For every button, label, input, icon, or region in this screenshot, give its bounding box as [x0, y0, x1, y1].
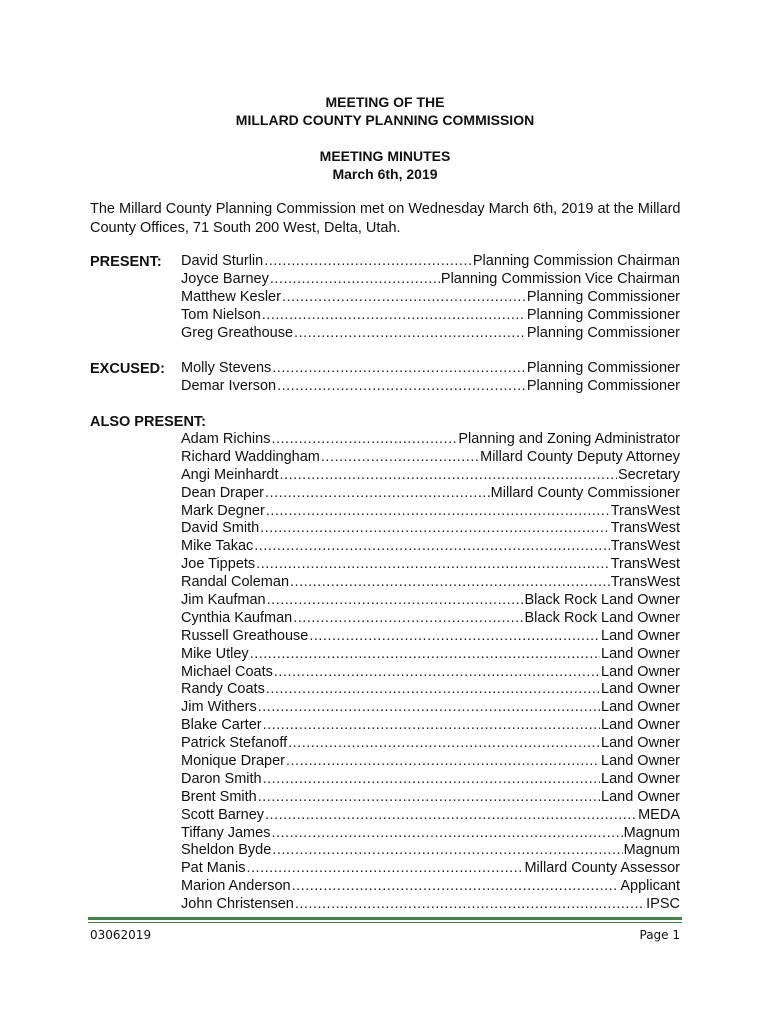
also-present-entry: [181, 878, 680, 896]
attendee-name: Scott Barney: [181, 806, 265, 823]
attendee-role: Planning Commissioner: [526, 360, 680, 376]
footer-doc-code: 03062019: [90, 928, 152, 942]
also-present-entry: [181, 681, 680, 699]
attendee-name: Molly Stevens: [181, 360, 272, 376]
also-present-entry: [181, 467, 680, 485]
also-present-entry: [181, 771, 680, 789]
attendee-name: Adam Richins: [181, 431, 271, 447]
attendee-role: TransWest: [610, 520, 680, 537]
commission-heading: MILLARD COUNTY PLANNING COMMISSION: [235, 112, 535, 128]
attendee-role: Applicant: [620, 878, 680, 895]
present-list: [181, 253, 680, 342]
also-present-entry: [181, 449, 680, 467]
excused-list: [181, 360, 680, 396]
dot-leader: [290, 574, 610, 592]
attendee-name: Mark Degner: [181, 502, 265, 519]
attendee-role: Land Owner: [601, 788, 680, 805]
attendee-name: Tom Nielson: [181, 306, 261, 323]
also-present-entry: [181, 717, 680, 735]
dot-leader: [263, 717, 600, 735]
dot-leader: [293, 610, 523, 628]
attendee-name: David Sturlin: [181, 253, 264, 269]
dot-leader: [265, 485, 490, 503]
also-present-entry: [181, 610, 680, 628]
attendee-role: Land Owner: [601, 627, 680, 644]
also-present-entry: [181, 592, 680, 610]
also-present-entry: [181, 896, 680, 914]
attendee-role: Planning and Zoning Administrator: [458, 431, 680, 447]
attendee-name: Daron Smith: [181, 770, 262, 787]
meeting-date: March 6th, 2019: [332, 166, 438, 182]
attendee-name: Russell Greathouse: [181, 627, 309, 644]
dot-leader: [295, 896, 645, 914]
present-entry: [181, 271, 680, 289]
attendee-name: Marion Anderson: [181, 878, 291, 895]
attendee-role: Millard County Deputy Attorney: [480, 448, 680, 465]
attendee-name: Cynthia Kaufman: [181, 609, 293, 626]
attendee-role: IPSC: [646, 896, 680, 913]
excused-label: EXCUSED:: [90, 361, 165, 377]
dot-leader: [321, 449, 479, 467]
attendee-role: Planning Commissioner: [526, 324, 680, 341]
dot-leader: [263, 771, 600, 789]
meeting-heading: MEETING OF THE: [325, 94, 445, 110]
intro-paragraph: The Millard County Planning Commission met on Wednesday March 6th, 2019 at the Millard County Offices, 71 South 200 West, Delta, Utah.: [90, 201, 681, 236]
attendee-name: Patrick Stefanoff: [181, 735, 288, 752]
also-present-entry: [181, 789, 680, 807]
attendee-name: Randy Coats: [181, 681, 265, 698]
attendee-role: Black Rock Land Owner: [524, 592, 680, 609]
dot-leader: [270, 271, 440, 289]
attendee-role: TransWest: [610, 502, 680, 519]
attendee-role: Land Owner: [601, 735, 680, 752]
also-present-entry: [181, 735, 680, 753]
present-entry: [181, 325, 680, 343]
attendee-name: Sheldon Byde: [181, 842, 272, 859]
also-present-entry: [181, 646, 680, 664]
attendee-role: Land Owner: [601, 753, 680, 770]
also-present-entry: [181, 825, 680, 843]
attendee-name: Mike Utley: [181, 645, 249, 662]
attendee-name: Dean Draper: [181, 484, 265, 501]
dot-leader: [272, 842, 622, 860]
attendee-name: Randal Coleman: [181, 574, 290, 591]
dot-leader: [256, 556, 610, 574]
attendee-role: Black Rock Land Owner: [524, 609, 680, 626]
dot-leader: [309, 628, 600, 646]
dot-leader: [266, 503, 610, 521]
attendee-role: Land Owner: [601, 770, 680, 787]
attendee-role: Land Owner: [601, 717, 680, 734]
attendee-role: Planning Commissioner: [526, 377, 680, 394]
attendee-role: Secretary: [617, 466, 680, 483]
footer-page-number: Page 1: [639, 928, 680, 942]
also-present-entry: [181, 556, 680, 574]
dot-leader: [246, 860, 523, 878]
attendee-name: Demar Iverson: [181, 377, 277, 394]
attendee-role: TransWest: [610, 574, 680, 591]
also-present-entry: [181, 503, 680, 521]
dot-leader: [274, 664, 600, 682]
attendee-name: Richard Waddingham: [181, 448, 320, 465]
dot-leader: [271, 825, 622, 843]
excused-entry: [181, 378, 680, 396]
attendee-name: Jim Kaufman: [181, 592, 266, 609]
also-present-entry: [181, 431, 680, 449]
also-present-entry: [181, 753, 680, 771]
dot-leader: [271, 431, 457, 449]
also-present-list: [181, 431, 680, 914]
also-present-entry: [181, 842, 680, 860]
present-entry: [181, 307, 680, 325]
also-present-entry: [181, 699, 680, 717]
attendee-name: David Smith: [181, 520, 260, 537]
also-present-entry: [181, 485, 680, 503]
attendee-name: Greg Greathouse: [181, 324, 294, 341]
attendee-name: Tiffany James: [181, 824, 271, 841]
attendee-role: Planning Commission Chairman: [472, 253, 680, 269]
attendee-name: Angi Meinhardt: [181, 466, 279, 483]
attendee-role: Magnum: [623, 824, 680, 841]
attendee-name: John Christensen: [181, 896, 294, 913]
attendee-role: TransWest: [610, 556, 680, 573]
attendee-name: Michael Coats: [181, 663, 273, 680]
attendee-role: Planning Commissioner: [526, 306, 680, 323]
excused-entry: [181, 360, 680, 378]
dot-leader: [280, 467, 617, 485]
dot-leader: [250, 646, 600, 664]
attendee-name: Pat Manis: [181, 860, 246, 877]
dot-leader: [277, 378, 526, 396]
present-entry: [181, 253, 680, 271]
attendee-role: Planning Commission Vice Chairman: [440, 270, 680, 287]
present-label: PRESENT:: [90, 254, 162, 270]
attendee-name: Joe Tippets: [181, 556, 256, 573]
attendee-name: Brent Smith: [181, 788, 257, 805]
attendee-name: Jim Withers: [181, 699, 257, 716]
also-present-entry: [181, 520, 680, 538]
dot-leader: [288, 735, 600, 753]
dot-leader: [258, 789, 600, 807]
attendee-role: Land Owner: [601, 645, 680, 662]
dot-leader: [272, 360, 526, 378]
dot-leader: [282, 289, 526, 307]
dot-leader: [294, 325, 526, 343]
attendee-role: Land Owner: [601, 681, 680, 698]
attendee-role: Land Owner: [601, 699, 680, 716]
dot-leader: [254, 538, 609, 556]
attendee-role: Magnum: [623, 842, 680, 859]
attendee-role: Planning Commissioner: [526, 288, 680, 305]
attendee-role: TransWest: [610, 538, 680, 555]
dot-leader: [266, 681, 600, 699]
attendee-name: Monique Draper: [181, 753, 285, 770]
dot-leader: [260, 520, 610, 538]
attendee-name: Blake Carter: [181, 717, 262, 734]
footer-rule: [88, 917, 682, 920]
dot-leader: [267, 592, 524, 610]
attendee-role: Land Owner: [601, 663, 680, 680]
dot-leader: [265, 807, 637, 825]
also-present-entry: [181, 538, 680, 556]
present-entry: [181, 289, 680, 307]
dot-leader: [292, 878, 620, 896]
attendee-role: Millard County Assessor: [524, 860, 680, 877]
also-present-entry: [181, 860, 680, 878]
attendee-name: Matthew Kesler: [181, 288, 281, 305]
also-present-entry: [181, 574, 680, 592]
attendee-role: Millard County Commissioner: [490, 484, 680, 501]
footer-rule-thin: [88, 922, 682, 923]
also-present-entry: [181, 664, 680, 682]
dot-leader: [264, 253, 472, 271]
attendee-name: Mike Takac: [181, 538, 254, 555]
dot-leader: [258, 699, 600, 717]
dot-leader: [262, 307, 526, 325]
minutes-heading: MEETING MINUTES: [319, 148, 451, 164]
also-present-label: ALSO PRESENT:: [90, 414, 207, 430]
attendee-role: MEDA: [638, 806, 680, 823]
dot-leader: [286, 753, 600, 771]
attendee-name: Joyce Barney: [181, 270, 269, 287]
also-present-entry: [181, 628, 680, 646]
also-present-entry: [181, 807, 680, 825]
